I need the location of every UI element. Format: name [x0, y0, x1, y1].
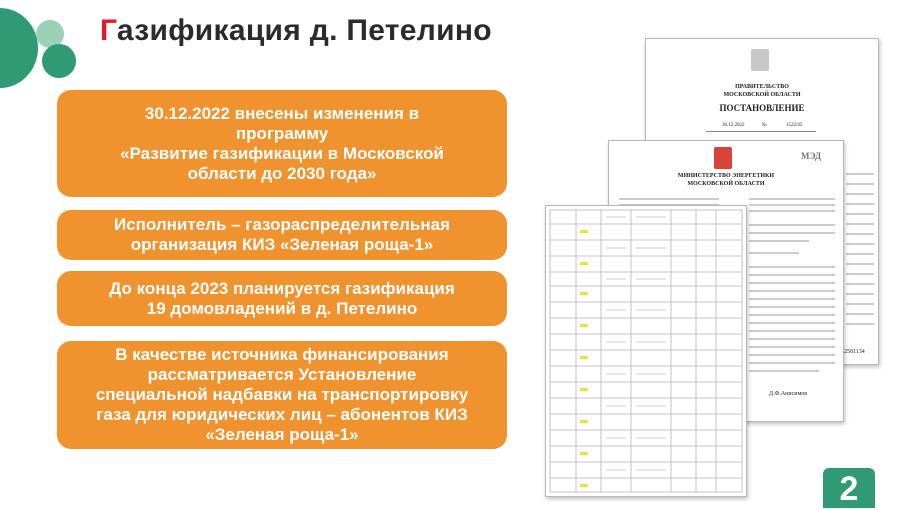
decree-number: 1522/45	[786, 123, 803, 128]
page-title	[100, 14, 492, 48]
box-line: специальной надбавки на транспортировку	[95, 385, 469, 404]
decree-org-line2: МОСКОВСКОЙ ОБЛАСТИ	[723, 92, 801, 98]
decree-stamp-number: 2581134	[844, 349, 865, 355]
letter-org-line2: МОСКОВСКОЙ ОБЛАСТИ	[687, 181, 765, 187]
box-line: «Зеленая роща-1»	[205, 425, 359, 444]
letter-badge: МЭД	[801, 151, 822, 161]
program-table-document	[545, 205, 747, 497]
decree-number-sign: №	[762, 123, 767, 128]
info-box-plan-2023	[57, 271, 507, 326]
title-rest: азификация д. Петелино	[116, 14, 492, 47]
info-box-program-change	[57, 90, 507, 197]
decor-circle-large	[0, 8, 38, 88]
box-line: В качестве источника финансирования	[115, 345, 449, 364]
program-table-grid	[546, 206, 746, 496]
decree-doc-type: ПОСТАНОВЛЕНИЕ	[719, 103, 805, 113]
box-line: газа для юридических лиц – абонентов КИЗ	[96, 405, 468, 424]
box-line: До конца 2023 планируется газификация	[109, 278, 455, 298]
box-line: «Развитие газификации в Московской	[120, 143, 444, 163]
box-line: программу	[235, 123, 329, 143]
box-line: 19 домовладений в д. Петелино	[146, 298, 418, 318]
info-box-executor	[57, 210, 507, 260]
slide-number: 2	[823, 468, 875, 508]
box-line: области до 2030 года»	[187, 163, 377, 183]
box-line: рассматривается Установление	[147, 365, 417, 384]
letter-org-line1: МИНИСТЕРСТВО ЭНЕРГЕТИКИ	[677, 173, 775, 179]
decree-org-line1: ПРАВИТЕЛЬСТВО	[735, 84, 789, 90]
letter-signature: Д.Ф.Анисимов	[769, 391, 808, 397]
title-first-letter: Г	[100, 14, 117, 47]
box-line: Исполнитель – газораспределительная	[113, 215, 451, 234]
box-line: организация КИЗ «Зеленая роща-1»	[130, 235, 434, 254]
info-box-financing	[57, 341, 507, 449]
decor-circle-small	[42, 44, 76, 78]
decree-date: 30.12.2022	[722, 123, 745, 128]
box-line: 30.12.2022 внесены изменения в	[144, 103, 420, 123]
